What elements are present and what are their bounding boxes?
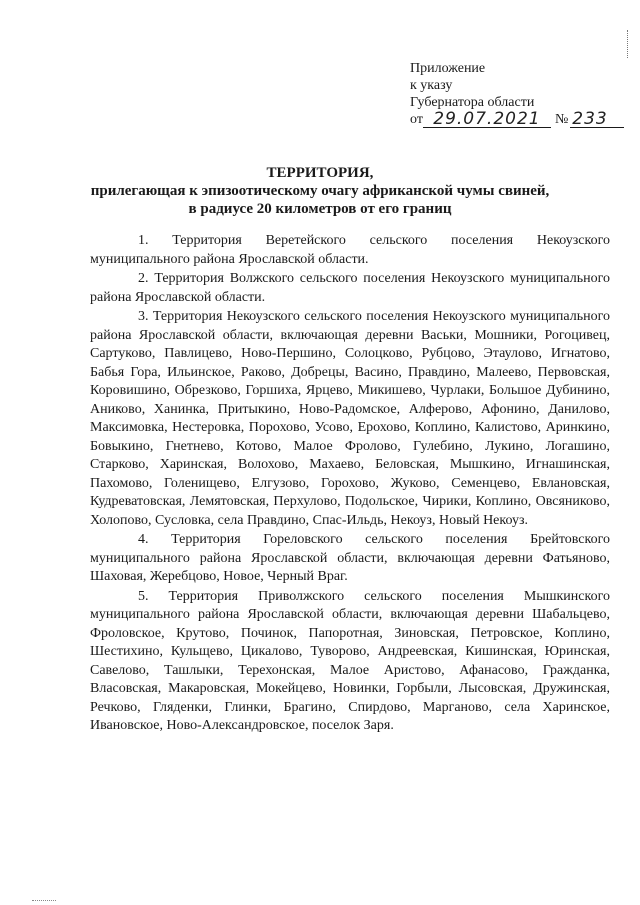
appendix-to-decree: к указу [410, 78, 453, 93]
number-sign: № [554, 112, 569, 127]
paragraph-1: 1. Территория Веретейского сельского поселения Некоузского муниципального района Ярославской области. [90, 233, 610, 267]
document-body [90, 232, 610, 737]
appendix-date-number-line [410, 111, 624, 128]
handwritten-number: 233 [570, 111, 624, 128]
paragraph-4: 4. Территория Гореловского сельского поселения Брейтовского муниципального района Ярославской области, включающая деревни Фатьяново, Шаховая, Жеребцово, Новое, Черный Враг. [90, 532, 610, 584]
handwritten-date: 29.07.2021 [423, 111, 551, 128]
heading-line-2: прилегающая к эпизоотическому очагу африканской чумы свиней, [90, 183, 550, 199]
heading-title: ТЕРРИТОРИЯ, [266, 165, 374, 181]
document-heading [0, 164, 640, 218]
paragraph-5: 5. Территория Приволжского сельского поселения Мышкинского муниципального района Ярославской области, включающая деревни Шабальцево, Фроловское, Крутово, Починок, Папоротная, Зиновская, Петровское, Коплино, Шестихино, Кульщево, Цикалово, Туворово, Андреевская, Кишинская, Юринская, Савелово, Ташлыки, Терехонская, Малое Аристово, Афанасово, Гражданка, Власовская, Макаровская, Мокейцево, Новинки, Горбыли, Лысовская, Дружинская, Речково, Гляденки, Глинки, Брагино, Спирдово, Марганово, села Харинское, Ивановское, Ново-Александровское, поселок Заря. [90, 588, 610, 733]
scan-bottom-mark [32, 900, 56, 901]
appendix-governor: Губернатора области [410, 95, 535, 110]
paragraph-3: 3. Территория Некоузского сельского поселения Некоузского муниципального района Ярославской области, включающая деревни Васьки, Мошники, Рогоцивец, Сартуково, Павлицево, Ново-Першино, Солоцково, Рубцово, Этаулово, Игнатово, Бабья Гора, Ильинское, Раково, Добрецы, Васино, Правдино, Малеево, Первовская, Коровишино, Обрезково, Горшиха, Ярцево, Микишево, Чурлаки, Большое Дубинино, Аниково, Ханинка, Притыкино, Ново-Радомское, Алферово, Афонино, Данилово, Максимовка, Нестеровка, Порохово, Усово, Ерохово, Коплино, Калистово, Аринкино, Бовыкино, Гнетнево, Котово, Малое Фролово, Гулебино, Лукино, Логашино, Старково, Харинская, Волохово, Махаево, Беловская, Мышкино, Игнашинская, Пахомово, Голенищево, Елгузово, Горохово, Жуково, Семенцево, Евлановская, Кудреватовская, Лемятовская, Перхулово, Подольское, Чирики, Коплино, Овсяниково, Холопово, Сусловка, села Правдино, Спас-Ильдь, Некоуз, Новый Некоуз. [90, 309, 610, 528]
from-label: от [410, 112, 423, 127]
appendix-block [410, 60, 624, 128]
paragraph-2: 2. Территория Волжского сельского поселения Некоузского муниципального района Ярославской области. [90, 271, 610, 305]
appendix-title: Приложение [410, 61, 486, 76]
scan-edge-mark [627, 30, 638, 58]
heading-line-3: в радиусе 20 километров от его границ [188, 201, 452, 217]
